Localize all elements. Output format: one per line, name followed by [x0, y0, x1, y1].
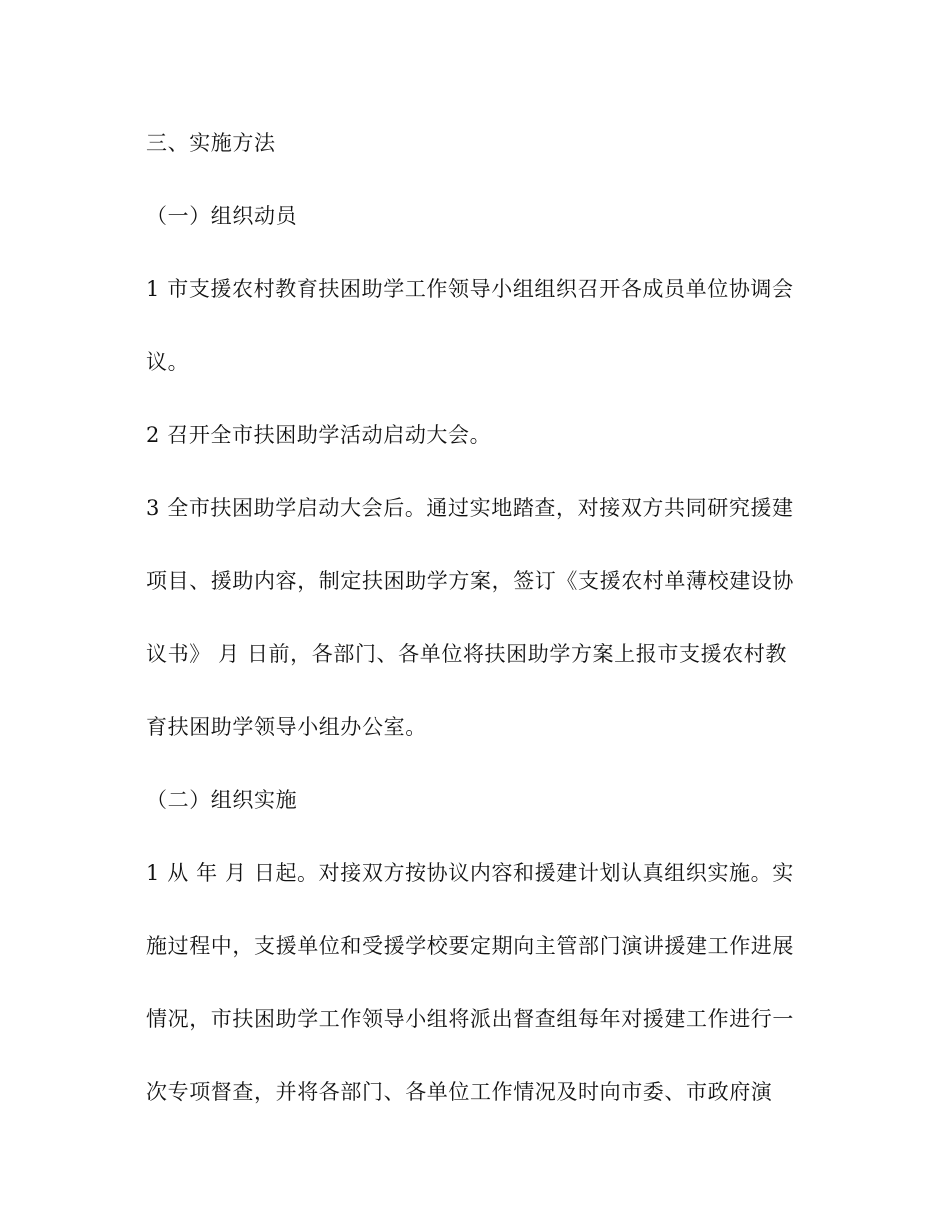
body-text-line: 议书》 月 日前，各部门、各单位将扶困助学方案上报市支援农村教	[146, 642, 787, 666]
body-text-line: 项目、援助内容，制定扶困助学方案，签订《支援农村单薄校建设协	[146, 569, 794, 593]
body-text-line: 1 市支援农村教育扶困助学工作领导小组组织召开各成员单位协调会	[146, 277, 794, 301]
body-text-line: 施过程中，支援单位和受援学校要定期向主管部门演讲援建工作进展	[146, 934, 794, 958]
section-heading: 三、实施方法	[146, 131, 276, 155]
body-text-line: 育扶困助学领导小组办公室。	[146, 715, 427, 739]
body-text-line: 3 全市扶困助学启动大会后。通过实地踏查，对接双方共同研究援建	[146, 496, 794, 520]
body-text-line: 情况，市扶困助学工作领导小组将派出督查组每年对援建工作进行一	[146, 1007, 794, 1031]
body-text-line: 议。	[146, 350, 190, 374]
body-text-line: 1 从 年 月 日起。对接双方按协议内容和援建计划认真组织实施。实	[146, 861, 794, 885]
body-text-line: 2 召开全市扶困助学活动启动大会。	[146, 423, 492, 447]
subsection-heading: （二）组织实施	[146, 788, 298, 812]
body-text-line: 次专项督查，并将各部门、各单位工作情况及时向市委、市政府演	[146, 1080, 773, 1104]
subsection-heading: （一）组织动员	[146, 204, 298, 228]
